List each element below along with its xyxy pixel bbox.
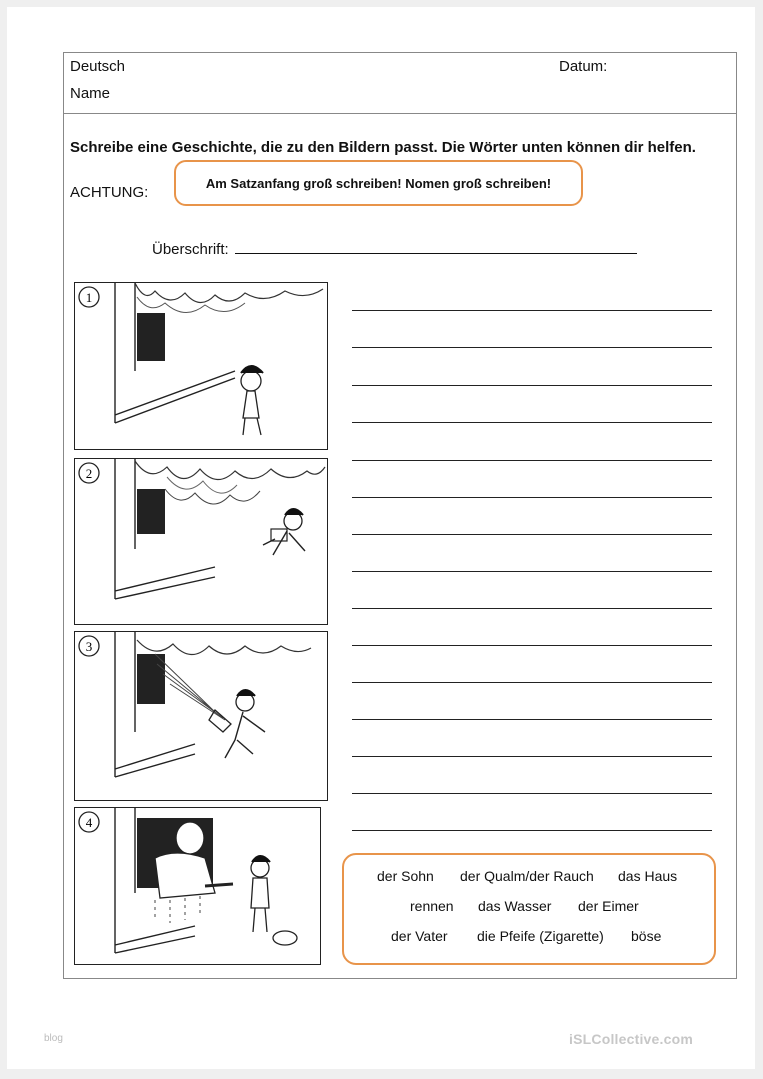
writing-line[interactable] bbox=[352, 422, 712, 423]
header-row bbox=[64, 53, 736, 114]
word-bank-item: der Qualm/der Rauch bbox=[460, 868, 594, 884]
panel-number-3: 3 bbox=[85, 639, 93, 654]
writing-line[interactable] bbox=[352, 793, 712, 794]
panel-3-illustration bbox=[75, 632, 327, 800]
word-bank-item: rennen bbox=[410, 898, 454, 914]
word-bank-item: der Sohn bbox=[377, 868, 434, 884]
panel-number-2: 2 bbox=[85, 466, 93, 481]
warning-box bbox=[174, 160, 583, 206]
subject-label: Deutsch bbox=[70, 58, 126, 75]
word-bank-item: böse bbox=[631, 928, 662, 944]
worksheet-page bbox=[7, 7, 755, 1069]
footer-site-watermark: iSLCollective.com bbox=[569, 1031, 693, 1047]
writing-line[interactable] bbox=[352, 385, 712, 386]
comic-panel-2 bbox=[74, 458, 328, 625]
achtung-label: ACHTUNG: bbox=[70, 184, 149, 201]
writing-line[interactable] bbox=[352, 347, 712, 348]
warning-text: Am Satzanfang groß schreiben! Nomen groß schreiben! bbox=[205, 175, 552, 191]
writing-line[interactable] bbox=[352, 310, 712, 311]
date-label: Datum: bbox=[559, 58, 608, 75]
writing-line[interactable] bbox=[352, 460, 712, 461]
writing-line[interactable] bbox=[352, 719, 712, 720]
word-bank-item: der Vater bbox=[391, 928, 448, 944]
word-bank-item: das Wasser bbox=[478, 898, 552, 914]
instruction-text: Schreibe eine Geschichte, die zu den Bildern passt. Die Wörter unten können dir helfen. bbox=[70, 139, 696, 156]
writing-line[interactable] bbox=[352, 497, 712, 498]
writing-line[interactable] bbox=[352, 682, 712, 683]
word-bank-box bbox=[342, 853, 716, 965]
writing-line[interactable] bbox=[352, 571, 712, 572]
title-answer-line[interactable] bbox=[235, 239, 637, 254]
writing-line[interactable] bbox=[352, 534, 712, 535]
panel-1-illustration bbox=[75, 283, 327, 449]
panel-2-illustration bbox=[75, 459, 327, 624]
word-bank-item: die Pfeife (Zigarette) bbox=[477, 928, 604, 944]
footer-blog-watermark: blog bbox=[44, 1033, 63, 1044]
title-label: Überschrift: bbox=[152, 241, 229, 258]
name-label: Name bbox=[70, 85, 111, 102]
panel-4-illustration bbox=[75, 808, 320, 964]
writing-line[interactable] bbox=[352, 608, 712, 609]
comic-panel-3 bbox=[74, 631, 328, 801]
writing-line[interactable] bbox=[352, 830, 712, 831]
word-bank-item: der Eimer bbox=[578, 898, 639, 914]
comic-panel-4 bbox=[74, 807, 321, 965]
panel-number-1: 1 bbox=[85, 290, 93, 305]
worksheet-frame bbox=[63, 52, 737, 979]
comic-panel-1 bbox=[74, 282, 328, 450]
panel-number-4: 4 bbox=[85, 815, 93, 830]
writing-line[interactable] bbox=[352, 756, 712, 757]
title-row bbox=[152, 239, 637, 258]
word-bank-item: das Haus bbox=[618, 868, 678, 884]
writing-line[interactable] bbox=[352, 645, 712, 646]
